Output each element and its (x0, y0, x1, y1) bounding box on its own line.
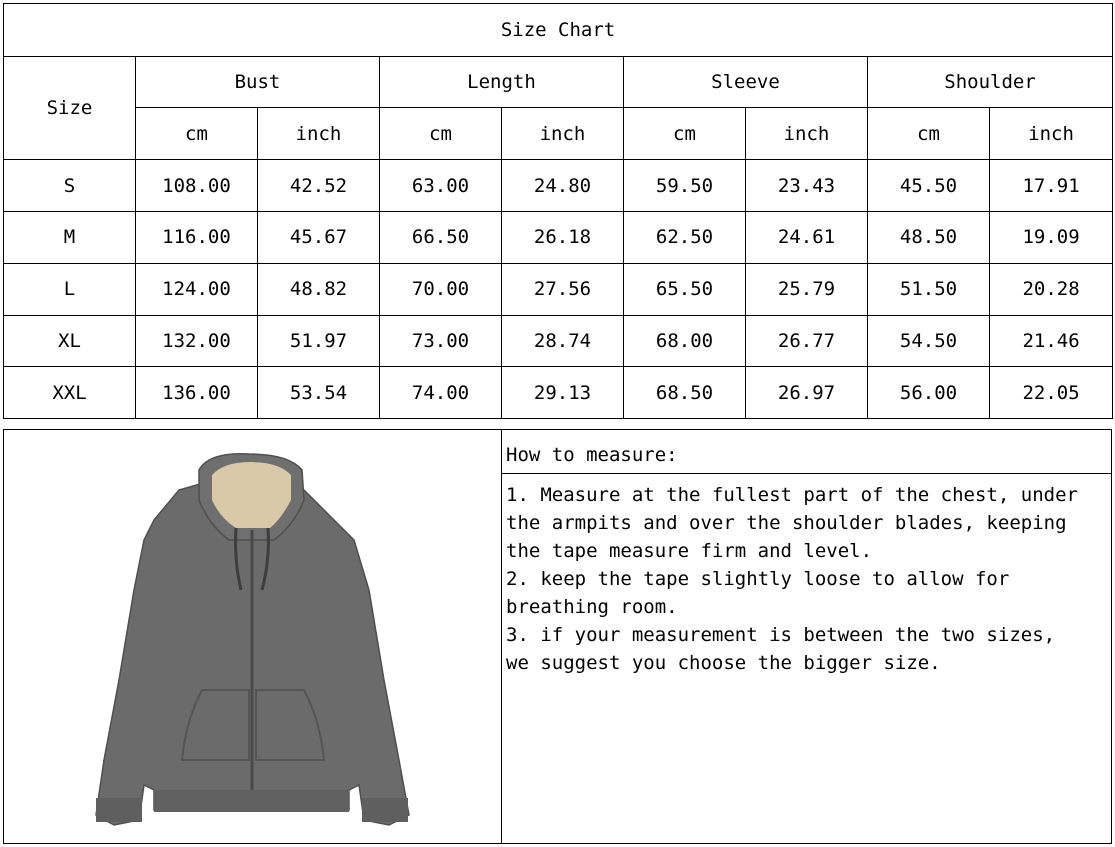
measure-line: the tape measure firm and level. (506, 540, 873, 562)
measure-line: the armpits and over the shoulder blades, keeping (506, 512, 1067, 534)
size-label: L (4, 263, 136, 315)
table-cell: 26.97 (746, 367, 868, 419)
size-label: M (4, 212, 136, 264)
unit-header-cm: cm (380, 108, 502, 160)
table-cell: 74.00 (380, 367, 502, 419)
table-cell: 45.50 (868, 160, 990, 212)
table-cell: 24.61 (746, 212, 868, 264)
unit-header-cm: cm (868, 108, 990, 160)
measure-line: 2. keep the tape slightly loose to allow for (506, 568, 1010, 590)
measure-body (502, 474, 1111, 677)
table-cell: 66.50 (380, 212, 502, 264)
table-cell: 25.79 (746, 263, 868, 315)
table-cell: 53.54 (258, 367, 380, 419)
table-cell: 124.00 (136, 263, 258, 315)
table-row (4, 160, 1113, 212)
unit-header-cm: cm (624, 108, 746, 160)
size-label: XL (4, 315, 136, 367)
table-cell: 136.00 (136, 367, 258, 419)
table-cell: 27.56 (502, 263, 624, 315)
table-cell: 26.77 (746, 315, 868, 367)
group-header-sleeve: Sleeve (624, 56, 868, 108)
table-cell: 59.50 (624, 160, 746, 212)
table-cell: 62.50 (624, 212, 746, 264)
chart-title: Size Chart (4, 4, 1113, 57)
table-cell: 116.00 (136, 212, 258, 264)
table-cell: 68.50 (624, 367, 746, 419)
table-cell: 108.00 (136, 160, 258, 212)
table-cell: 70.00 (380, 263, 502, 315)
table-cell: 54.50 (868, 315, 990, 367)
table-row (4, 315, 1113, 367)
table-row (4, 263, 1113, 315)
table-cell: 26.18 (502, 212, 624, 264)
table-cell: 42.52 (258, 160, 380, 212)
table-cell: 21.46 (990, 315, 1113, 367)
table-cell: 65.50 (624, 263, 746, 315)
table-cell: 48.50 (868, 212, 990, 264)
group-header-bust: Bust (136, 56, 380, 108)
product-photo (3, 429, 502, 844)
table-cell: 63.00 (380, 160, 502, 212)
table-cell: 19.09 (990, 212, 1113, 264)
table-cell: 28.74 (502, 315, 624, 367)
measure-line: we suggest you choose the bigger size. (506, 652, 941, 674)
group-header-length: Length (380, 56, 624, 108)
table-cell: 51.97 (258, 315, 380, 367)
unit-header-inch: inch (746, 108, 868, 160)
table-cell: 48.82 (258, 263, 380, 315)
bottom-panel (3, 429, 1112, 844)
table-cell: 68.00 (624, 315, 746, 367)
unit-header-inch: inch (258, 108, 380, 160)
table-row (4, 212, 1113, 264)
hoodie-image (4, 430, 501, 843)
size-header: Size (4, 56, 136, 160)
table-cell: 17.91 (990, 160, 1113, 212)
measure-line: breathing room. (506, 596, 678, 618)
table-cell: 73.00 (380, 315, 502, 367)
size-label: S (4, 160, 136, 212)
table-cell: 23.43 (746, 160, 868, 212)
table-cell: 51.50 (868, 263, 990, 315)
size-chart-table (3, 3, 1113, 419)
measure-title: How to measure: (502, 430, 1111, 474)
unit-header-inch: inch (502, 108, 624, 160)
unit-header-cm: cm (136, 108, 258, 160)
unit-header-inch: inch (990, 108, 1113, 160)
table-cell: 22.05 (990, 367, 1113, 419)
measure-instructions (501, 429, 1112, 844)
table-cell: 20.28 (990, 263, 1113, 315)
table-row (4, 367, 1113, 419)
group-header-shoulder: Shoulder (868, 56, 1113, 108)
table-cell: 29.13 (502, 367, 624, 419)
table-cell: 24.80 (502, 160, 624, 212)
size-label: XXL (4, 367, 136, 419)
measure-line: 3. if your measurement is between the two sizes, (506, 624, 1056, 646)
table-cell: 56.00 (868, 367, 990, 419)
measure-line: 1. Measure at the fullest part of the chest, under (506, 484, 1078, 506)
table-cell: 132.00 (136, 315, 258, 367)
table-cell: 45.67 (258, 212, 380, 264)
